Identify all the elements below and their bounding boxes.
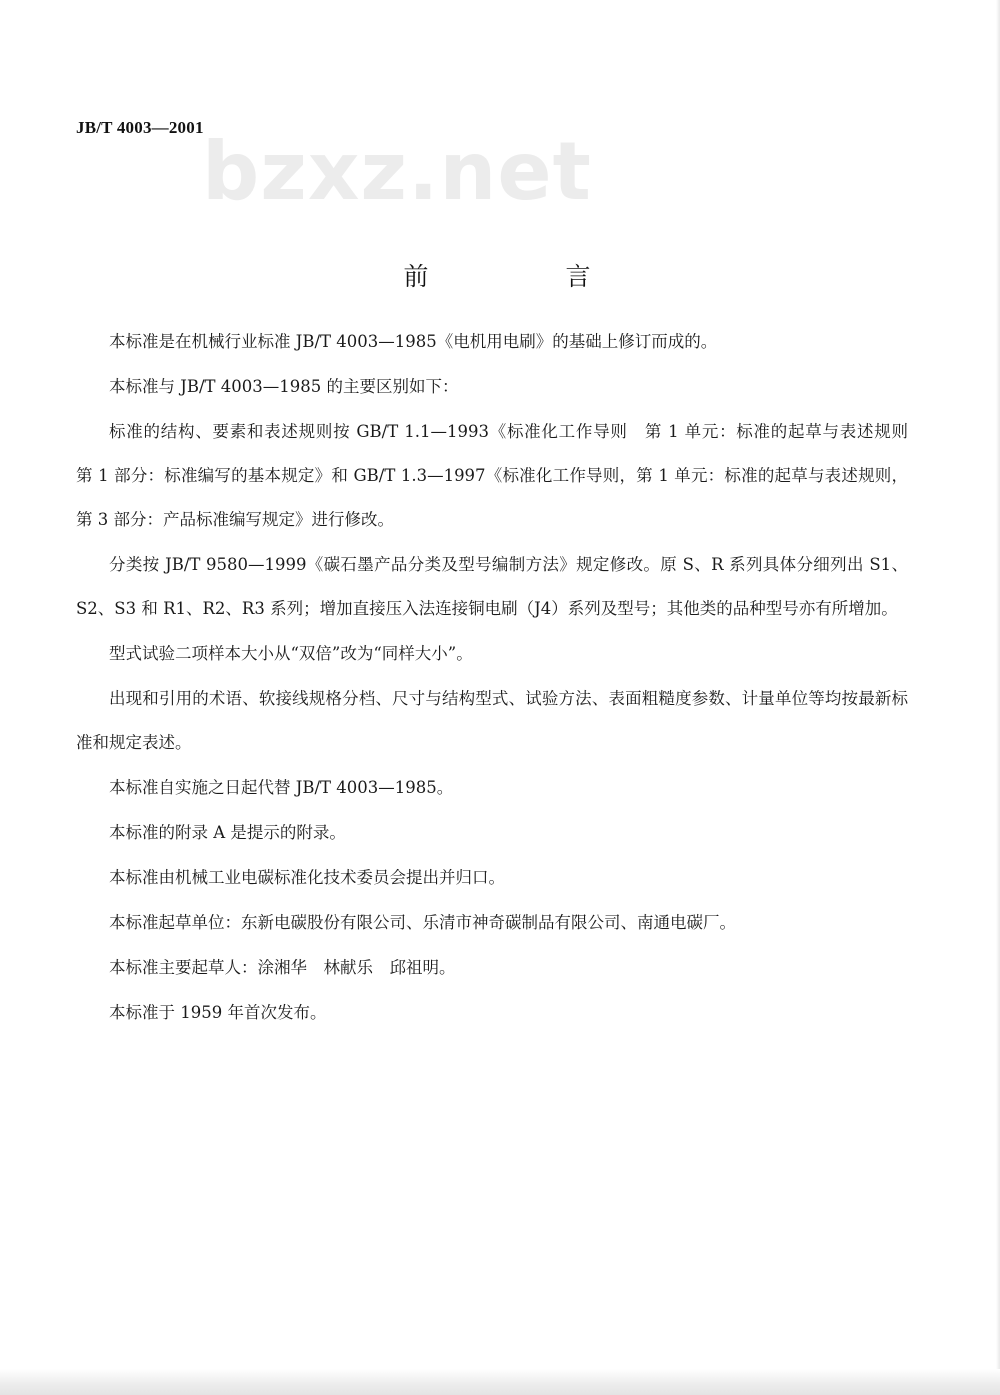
page-edge-shadow	[996, 0, 1000, 1395]
paragraph: 标准的结构、要素和表述规则按 GB/T 1.1—1993《标准化工作导则 第 1 单元：标准的起草与表述规则 第 1 部分：标准编写的基本规定》和 GB/T 1.3—1997《标准化工作导则，第 1 单元：标准的起草与表述规则，第 3 部分：产品标准编写规定》进行修改。	[76, 422, 925, 529]
paragraph: 本标准于 1959 年首次发布。	[109, 1003, 327, 1022]
page-bottom-shadow	[0, 1369, 1000, 1395]
paragraph: 本标准是在机械行业标准 JB/T 4003—1985《电机用电刷》的基础上修订而成的。	[109, 332, 718, 351]
paragraph: 本标准由机械工业电碳标准化技术委员会提出并归口。	[109, 868, 505, 887]
paragraph: 型式试验二项样本大小从“双倍”改为“同样大小”。	[109, 644, 473, 663]
watermark: bzxz.net	[202, 125, 592, 218]
document-code: JB/T 4003—2001	[76, 118, 204, 137]
paragraph: 出现和引用的术语、软接线规格分档、尺寸与结构型式、试验方法、表面粗糙度参数、计量单位等均按最新标准和规定表述。	[76, 689, 908, 752]
paragraph: 本标准的附录 A 是提示的附录。	[109, 823, 346, 842]
section-title: 前 言	[403, 262, 647, 291]
paragraph: 本标准主要起草人：涂湘华 林献乐 邱祖明。	[109, 958, 456, 977]
paragraph: 本标准自实施之日起代替 JB/T 4003—1985。	[109, 778, 454, 797]
foreword-body	[76, 320, 925, 1036]
paragraph: 本标准与 JB/T 4003—1985 的主要区别如下：	[109, 377, 459, 396]
paragraph: 分类按 JB/T 9580—1999《碳石墨产品分类及型号编制方法》规定修改。原 S、R 系列具体分细列出 S1、S2、S3 和 R1、R2、R3 系列；增加直接压入法连接铜电刷（J4）系列及型号；其他类的品种型号亦有所增加。	[76, 555, 908, 618]
paragraph: 本标准起草单位：东新电碳股份有限公司、乐清市神奇碳制品有限公司、南通电碳厂。	[109, 913, 736, 932]
